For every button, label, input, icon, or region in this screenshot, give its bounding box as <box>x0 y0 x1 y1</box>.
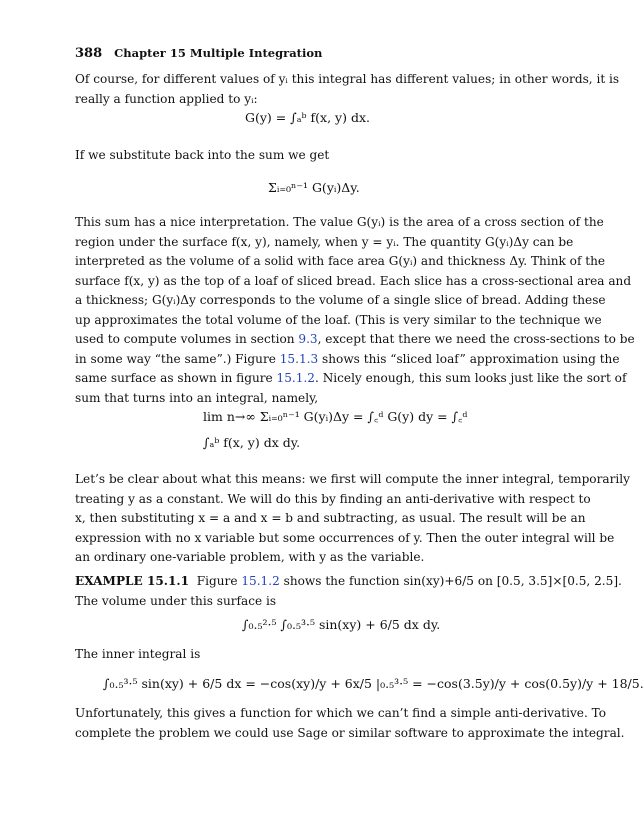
paragraph-conclusion <box>75 704 625 743</box>
text-line: x, then substituting x = a and x = b and subtracting, as usual. The result will be an <box>75 511 586 525</box>
text-line: region under the surface f(x, y), namely, when y = yᵢ. The quantity G(yᵢ)Δy can be <box>75 234 574 249</box>
section-link[interactable]: 9.3 <box>298 332 318 346</box>
text-line: EXAMPLE 15.1.1 Figure 15.1.2 shows the function sin(xy)+6/5 on [0.5, 3.5]×[0.5, 2.5]. <box>75 574 622 588</box>
text-line: same surface as shown in figure 15.1.2. Nicely enough, this sum looks just like the sort of <box>75 371 627 385</box>
example-block <box>75 572 622 611</box>
text-line: The inner integral is <box>75 647 201 661</box>
text-line: If we substitute back into the sum we get <box>75 148 330 162</box>
equation-volume <box>242 617 440 632</box>
chapter-title: Chapter 15 Multiple Integration <box>114 46 323 60</box>
equation-limit-integral <box>203 404 483 456</box>
text-line: complete the problem we could use Sage or similar software to approximate the integral. <box>75 725 625 740</box>
text-line: Of course, for different values of yᵢ this integral has different values; in other words, it is <box>75 72 620 86</box>
text-line: expression with no x variable but some occurrences of y. Then the outer integral will be <box>75 530 615 545</box>
running-header <box>75 46 322 61</box>
page-number: 388 <box>75 46 103 61</box>
paragraph-interpretation <box>75 213 635 408</box>
text-line: interpreted as the volume of a solid with face area G(yᵢ) and thickness Δy. Think of the <box>75 254 606 268</box>
paragraph-inner-integral <box>75 470 630 568</box>
text-line: really a function applied to yᵢ: <box>75 91 258 106</box>
text-line: Unfortunately, this gives a function for which we can’t find a simple anti-derivative. To <box>75 706 607 720</box>
text-line: up approximates the total volume of the loaf. (This is very similar to the technique we <box>75 312 602 327</box>
text-line: an ordinary one-variable problem, with y as the variable. <box>75 550 425 564</box>
figure-link-surface[interactable]: 15.1.2 <box>276 371 315 385</box>
figure-link-sliced-loaf[interactable]: 15.1.3 <box>279 351 319 366</box>
equation-text: lim n→∞ Σᵢ₌₀ⁿ⁻¹ G(yᵢ)Δy = ∫꜀ᵈ G(y) dy = ∫꜀ᵈ ∫ₐᵇ f(x, y) dx dy. <box>203 409 468 450</box>
equation-text: ∫₀.₅²·⁵ ∫₀.₅³·⁵ sin(xy) + 6/5 dx dy. <box>242 617 441 632</box>
equation-text: ∫₀.₅³·⁵ sin(xy) + 6/5 dx = −cos(xy)/y + 6x/5 |₀.₅³·⁵ = −cos(3.5y)/y + cos(0.5y)/y + 18/5. <box>103 676 644 691</box>
text-line: surface f(x, y) as the top of a loaf of sliced bread. Each slice has a cross-sectional area and <box>75 273 632 288</box>
text-line: This sum has a nice interpretation. The value G(yᵢ) is the area of a cross section of the <box>75 215 604 229</box>
equation-text: Σᵢ₌₀ⁿ⁻¹ G(yᵢ)Δy. <box>268 180 360 195</box>
figure-link-example[interactable]: 15.1.2 <box>241 574 280 588</box>
text-line: The volume under this surface is <box>75 593 277 608</box>
equation-text: G(y) = ∫ₐᵇ f(x, y) dx. <box>245 110 370 125</box>
text-line: used to compute volumes in section 9.3, except that there we need the cross-sections to be <box>75 332 635 346</box>
paragraph-substitute <box>75 146 560 166</box>
text-line: Let’s be clear about what this means: we first will compute the inner integral, temporarily <box>75 472 630 486</box>
equation-inner-result <box>103 676 644 691</box>
text-line: in some way “the same”.) Figure 15.1.3 shows this “sliced loaf” approximation using the <box>75 351 620 366</box>
text-line: treating y as a constant. We will do this by finding an anti-derivative with respect to <box>75 491 591 506</box>
paragraph-inner <box>75 645 560 665</box>
paragraph-intro <box>75 70 620 109</box>
equation-G-definition <box>245 110 370 125</box>
text-line: sum that turns into an integral, namely, <box>75 390 319 405</box>
equation-riemann-sum <box>268 180 360 195</box>
text-line: a thickness; G(yᵢ)Δy corresponds to the volume of a single slice of bread. Adding these <box>75 293 606 307</box>
example-label: EXAMPLE 15.1.1 <box>75 574 190 588</box>
